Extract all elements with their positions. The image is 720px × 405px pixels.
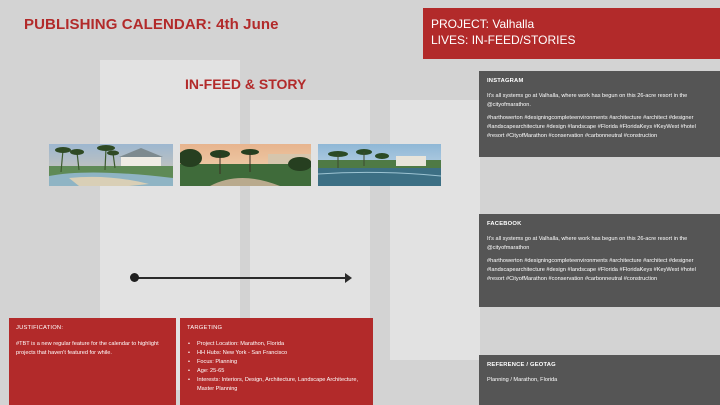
targeting-item: • HH Hubs: New York - San Francisco — [187, 349, 366, 358]
page-title: PUBLISHING CALENDAR: 4th June — [24, 16, 279, 33]
justification-text: #TBT is a new regular feature for the calendar to highlight projects that haven't featured for while. — [16, 341, 159, 356]
project-name: PROJECT: Valhalla — [431, 17, 535, 31]
facebook-hashtags: #harthowerton #designingcompleteenvironments #architecture #architect #designer #landscapearchitecture #design #landscape #Florida #FloridaKeys #KeyWest #hotel #resort #CityofMarathon #conservation #carbonneutral #construction — [487, 258, 696, 282]
timeline-start-dot — [130, 273, 139, 282]
targeting-title: TARGETING — [187, 325, 223, 331]
instagram-caption: It's all systems go at Valhalla, where work has begun on this 26-acre resort in the @cityofmarathon. — [487, 93, 688, 108]
targeting-item: • Focus: Planning — [187, 358, 366, 367]
targeting-item: • Project Location: Marathon, Florida — [187, 340, 366, 349]
instagram-title: INSTAGRAM — [487, 78, 524, 84]
background-panel-right — [390, 100, 480, 360]
facebook-caption: It's all systems go at Valhalla, where work has begun on this 26-acre resort in the @cityofmarathon — [487, 236, 688, 251]
resort-lagoon-photo — [318, 144, 441, 186]
timeline-arrow-icon — [345, 273, 352, 283]
resort-waterfront-photo — [49, 144, 173, 186]
project-info-box — [423, 8, 720, 59]
project-lives: LIVES: IN-FEED/STORIES — [431, 33, 576, 47]
reference-text: Planning / Marathon, Florida — [487, 377, 558, 383]
targeting-item: • Interests: Interiors, Design, Architecture, Landscape Architecture, Master Planning — [187, 376, 366, 394]
targeting-box — [180, 318, 373, 405]
justification-title: JUSTIFICATION: — [16, 325, 64, 331]
instagram-panel — [479, 71, 720, 157]
resort-garden-photo — [180, 144, 311, 186]
timeline-line — [135, 277, 347, 279]
targeting-list — [187, 340, 366, 394]
reference-panel — [479, 355, 720, 405]
justification-box — [9, 318, 176, 405]
facebook-panel — [479, 214, 720, 307]
instagram-hashtags: #harthowerton #designingcompleteenvironments #architecture #architect #designer #landscapearchitecture #design #landscape #Florida #FloridaKeys #KeyWest #hotel #resort #CityofMarathon #conservation #carbonneutral #construction — [487, 115, 696, 139]
section-title: IN-FEED & STORY — [185, 76, 307, 92]
reference-title: REFERENCE / GEOTAG — [487, 362, 556, 368]
facebook-title: FACEBOOK — [487, 221, 522, 227]
targeting-item: • Age: 25-65 — [187, 367, 366, 376]
